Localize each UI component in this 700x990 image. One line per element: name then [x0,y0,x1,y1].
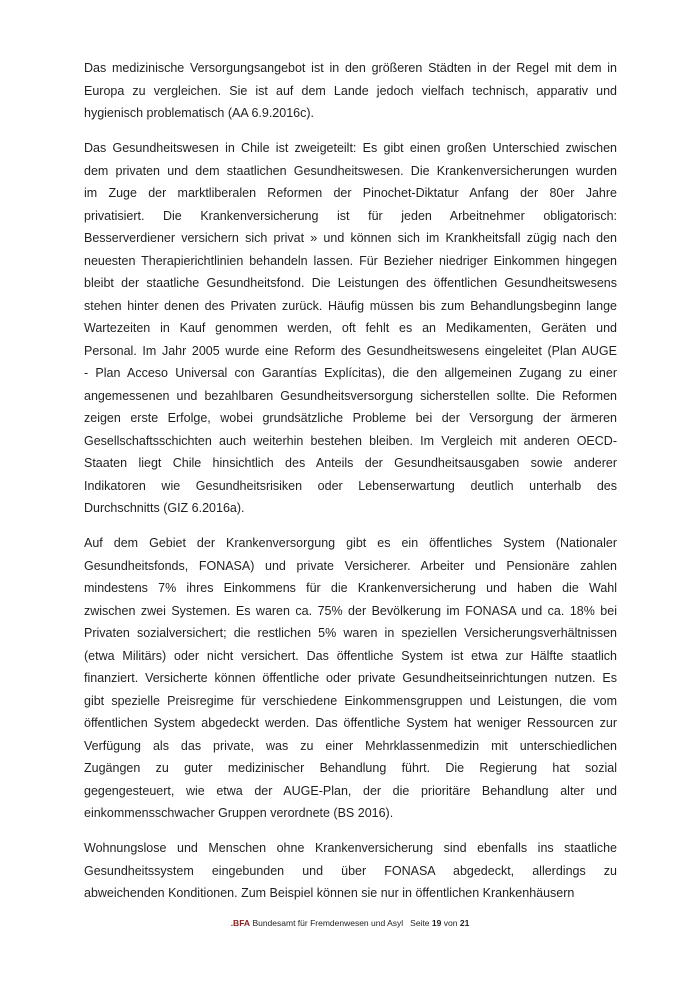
paragraph [84,137,617,520]
text-line: gibt spezielle Preisregime für verschiedene Einkommensgruppen und Leistungen, die vom [84,693,617,708]
text-line: Besserverdiener versichern sich privat » und können sich im Krankheitsfall zügig nach den [84,231,617,245]
text-line: öffentlichen System abgedeckt werden. Das öffentliche System hat weniger Ressourcen zur [84,716,617,730]
footer-total-pages: 21 [459,918,470,928]
text-line: zeigen erste Erfolge, wobei grundsätzliche Probleme bei der Versorgung der ärmeren [84,411,617,425]
text-line: (etwa Militärs) oder nicht versichert. Das öffentliche System ist etwa zur Hälfte staatlich [84,648,617,663]
text-line: einkommensschwacher Gruppen verordnete (BS 2016). [84,806,394,820]
text-line: zwischen zwei Systemen. Es waren ca. 75% der Bevölkerung im FONASA und ca. 18% bei [84,603,617,618]
page-footer [0,917,700,929]
text-line: Privaten sozialversichert; die restlichen 5% waren in speziellen Versicherungsverhältnissen [84,626,617,640]
paragraph [84,532,617,825]
text-line: finanziert. Versicherte können öffentliche oder private Gesundheitseinrichtungen nutzen. Es [84,671,617,685]
text-line: dem privaten und dem staatlichen Gesundheitswesen. Die Krankenversicherungen wurden [84,163,617,178]
text-line: Durchschnitts (GIZ 6.2016a). [84,501,245,515]
footer-page-number: 19 [431,918,442,928]
paragraph [84,837,617,905]
text-line: Wohnungslose und Menschen ohne Krankenversicherung sind ebenfalls ins staatliche [84,841,617,855]
text-line: Indikatoren wie Gesundheitsrisiken oder Lebenserwartung deutlich unterhalb des [84,478,617,493]
footer-office-name: Bundesamt für Fremdenwesen und Asyl [252,918,404,928]
text-line: Personal. Im Jahr 2005 wurde eine Reform des Gesundheitswesens eingeleitet (Plan AUGE [84,343,617,358]
text-line: Zugängen zu guter medizinischer Behandlung führt. Die Regierung hat sozial [84,761,617,775]
text-line: stehen hinter denen des Privaten zurück. Häufig müssen bis zum Behandlungsbeginn lange [84,298,617,313]
text-line: Europa zu vergleichen. Sie ist auf dem Lande jedoch vielfach technisch, apparativ und [84,83,617,98]
text-line: Gesundheitsfonds, FONASA) und private Versicherer. Arbeiter und Pensionäre zahlen [84,558,617,573]
text-line: Das medizinische Versorgungsangebot ist in den größeren Städten in der Regel mit dem in [84,61,617,75]
text-line: Wartezeiten in Kauf genommen werden, oft fehlt es an Medikamenten, Geräten und [84,321,617,335]
text-line: im Zuge der marktliberalen Reformen der Pinochet-Diktatur Anfang der 80er Jahre [84,186,617,200]
text-line: gegengesteuert, wie etwa der AUGE-Plan, der die prioritäre Behandlung alter und [84,783,617,798]
text-line: abweichenden Konditionen. Zum Beispiel können sie nur in öffentlichen Krankenhäusern [84,886,575,900]
footer-page-info [410,918,469,928]
text-line: mindestens 7% ihres Einkommens für die Krankenversicherung und haben die Wahl [84,581,617,595]
text-line: Staaten liegt Chile hinsichtlich des Anteils der Gesundheitsausgaben sowie anderer [84,456,617,470]
text-line: angemessenen und bezahlbaren Gesundheitsversorgung sicherstellen sollte. Die Reformen [84,388,617,403]
paragraph [84,57,617,125]
document-body [84,57,617,917]
text-line: bleibt der staatliche Gesundheitsfond. Die Leistungen des öffentlichen Gesundheitswesens [84,276,617,290]
text-line: Verfügung als das private, was zu einer Mehrklassenmedizin mit unterschiedlichen [84,738,617,753]
text-line: hygienisch problematisch (AA 6.9.2016c). [84,106,314,120]
text-line: neuesten Therapierichtlinien behandeln lassen. Für Bezieher niedriger Einkommen hingegen [84,253,617,268]
bfa-logo: .BFA [230,918,251,928]
text-line: Das Gesundheitswesen in Chile ist zweigeteilt: Es gibt einen großen Unterschied zwischen [84,141,617,155]
text-line: Gesundheitssystem eingebunden und über FONASA abgedeckt, allerdings zu [84,863,617,878]
text-line: Auf dem Gebiet der Krankenversorgung gibt es ein öffentliches System (Nationaler [84,536,617,550]
text-line: - Plan Acceso Universal con Garantías Explícitas), die den allgemeinen Zugang zu einer [84,366,617,380]
text-line: privatisiert. Die Krankenversicherung ist für jeden Arbeitnehmer obligatorisch: [84,208,617,223]
footer-von-label: von [443,918,458,928]
footer-seite-label: Seite [410,918,430,928]
text-line: Gesellschaftsschichten auch weiterhin bestehen bleiben. Im Vergleich mit anderen OECD- [84,433,617,448]
